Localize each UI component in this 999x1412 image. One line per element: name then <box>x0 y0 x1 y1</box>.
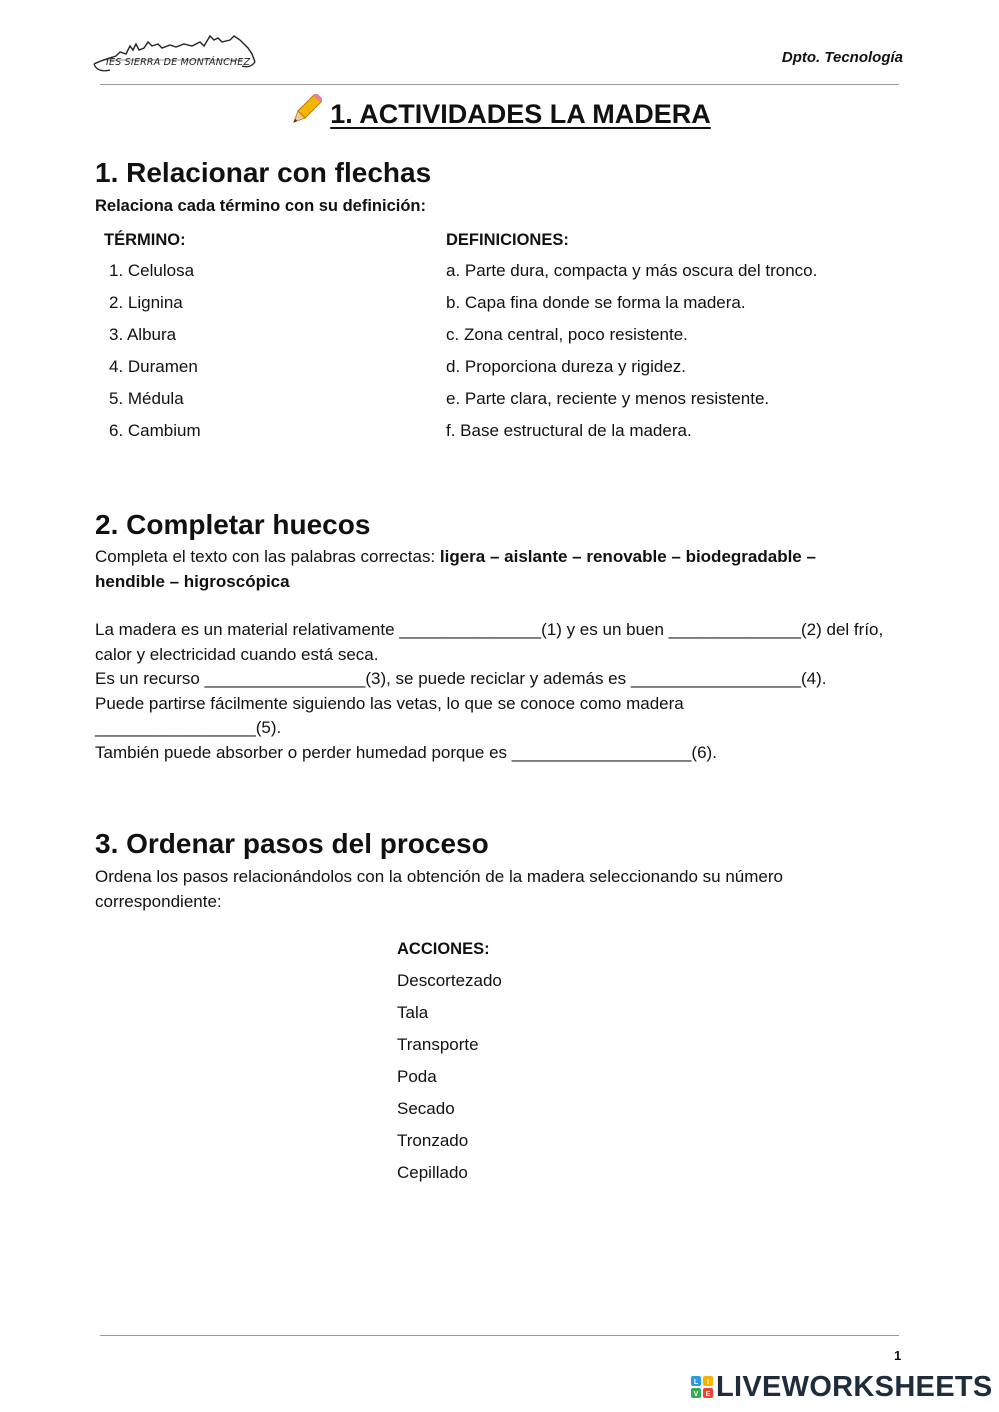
fill-in-line[interactable]: Es un recurso _________________(3), se puede reciclar y además es __________________(4). <box>95 669 827 688</box>
action-item[interactable]: Tronzado <box>397 1131 469 1150</box>
section3-instruction: Ordena los pasos relacionándolos con la obtención de la madera seleccionando su número correspondiente: <box>95 867 783 911</box>
department-label: Dpto. Tecnología <box>781 49 903 66</box>
footer-divider <box>100 1335 899 1336</box>
section2-heading: 2. Completar huecos <box>95 509 371 540</box>
definition-item[interactable]: a. Parte dura, compacta y más oscura del tronco. <box>446 261 818 280</box>
page-title-text: 1. ACTIVIDADES LA MADERA <box>330 99 711 129</box>
svg-text:E: E <box>705 1391 711 1398</box>
definition-item[interactable]: c. Zona central, poco resistente. <box>446 325 688 344</box>
section1-heading: 1. Relacionar con flechas <box>95 157 432 188</box>
definition-item[interactable]: d. Proporciona dureza y rigidez. <box>446 357 687 376</box>
fill-in-line[interactable]: También puede absorber o perder humedad porque es ___________________(6). <box>95 742 717 762</box>
page-title <box>0 94 999 130</box>
pencil-icon <box>288 94 322 128</box>
action-item[interactable]: Transporte <box>397 1035 479 1054</box>
section3-heading: 3. Ordenar pasos del proceso <box>95 828 489 859</box>
action-item[interactable]: Cepillado <box>397 1163 468 1182</box>
svg-text:L: L <box>693 1379 699 1386</box>
header-divider <box>100 84 899 85</box>
action-item[interactable]: Secado <box>397 1099 455 1118</box>
term-item[interactable]: 5. Médula <box>109 389 184 408</box>
liveworksheets-brand <box>691 1371 993 1403</box>
term-item[interactable]: 4. Duramen <box>109 357 198 376</box>
term-item[interactable]: 3. Albura <box>109 325 177 344</box>
definitions-header: DEFINICIONES: <box>446 231 569 249</box>
action-item[interactable]: Poda <box>397 1067 437 1086</box>
action-item[interactable]: Descortezado <box>397 971 502 990</box>
word-bank: ligera – aislante – renovable – biodegradable – hendible – higroscópica <box>95 547 816 591</box>
actions-header: ACCIONES: <box>397 940 490 958</box>
fill-in-line[interactable]: Puede partirse fácilmente siguiendo las vetas, lo que se conoce como madera _________________(5). <box>95 693 684 737</box>
term-item[interactable]: 2. Lignina <box>109 293 183 312</box>
term-item[interactable]: 1. Celulosa <box>109 261 195 280</box>
svg-text:V: V <box>693 1391 699 1398</box>
fill-in-line[interactable]: La madera es un material relativamente _______________(1) y es un buen ______________(2) del frío, calor y electricidad cuando está seca. <box>95 620 884 664</box>
fill-in-text <box>95 618 895 765</box>
definition-item[interactable]: e. Parte clara, reciente y menos resistente. <box>446 389 770 408</box>
section1-instruction: Relaciona cada término con su definición: <box>95 197 426 215</box>
page-number: 1 <box>894 1348 902 1363</box>
section2-instruction-prefix: Completa el texto con las palabras correctas: <box>95 547 440 566</box>
terms-header: TÉRMINO: <box>104 231 186 249</box>
svg-text:I: I <box>707 1379 709 1386</box>
definition-item[interactable]: b. Capa fina donde se forma la madera. <box>446 293 746 312</box>
term-item[interactable]: 6. Cambium <box>109 421 201 440</box>
liveworksheets-logo-icon <box>691 1376 713 1398</box>
liveworksheets-wordmark: LIVEWORKSHEETS <box>716 1370 993 1403</box>
section2-instruction <box>95 545 887 594</box>
definition-item[interactable]: f. Base estructural de la madera. <box>446 421 692 440</box>
school-logo-text: IES SIERRA DE MONTÁNCHEZ <box>106 57 251 68</box>
action-item[interactable]: Tala <box>397 1003 429 1022</box>
